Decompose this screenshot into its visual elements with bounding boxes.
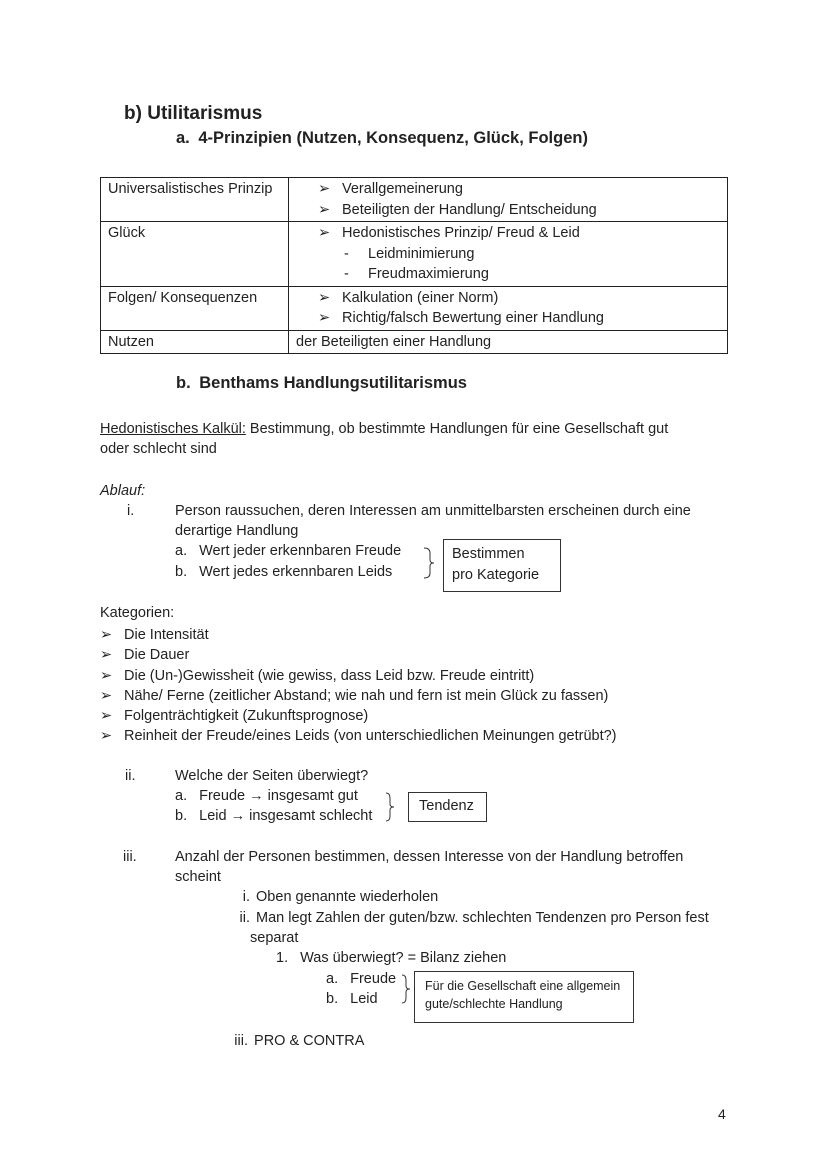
subsection-b-title: Benthams Handlungsutilitarismus xyxy=(199,374,467,392)
table-cell-principle: Universalistisches Prinzip xyxy=(101,178,289,222)
table-cell-text: Verallgemeinerung xyxy=(342,181,463,197)
arrow-bullet-icon: ➢ xyxy=(100,728,113,745)
kategorie-text: Die Dauer xyxy=(124,647,190,664)
dash-bullet-icon: - xyxy=(344,245,349,262)
bestimmen-box-line2: pro Kategorie xyxy=(452,566,540,583)
subsection-b-heading xyxy=(176,374,467,393)
table-cell-line xyxy=(296,179,720,200)
arrow-bullet-icon: ➢ xyxy=(100,627,113,643)
table-cell-line xyxy=(296,244,720,265)
step-ii-item-a-text: Freude → insgesamt gut xyxy=(199,788,358,804)
list-item xyxy=(100,726,617,746)
list-item xyxy=(100,625,617,645)
step-i-item-b-num: b. xyxy=(175,564,188,580)
step-iii-last-num: iii. xyxy=(234,1033,248,1049)
brace-icon xyxy=(400,974,412,1004)
subsection-b-label: b. xyxy=(176,374,191,392)
dash-bullet-icon: - xyxy=(344,266,349,282)
step-iii-sub-ii xyxy=(228,910,709,926)
table-cell-text: Richtig/falsch Bewertung einer Handlung xyxy=(342,310,604,326)
arrow-bullet-icon: ➢ xyxy=(318,181,331,197)
table-cell-description xyxy=(289,222,728,287)
step-iii-sub-ii-text2: separat xyxy=(250,930,299,946)
kategorie-text: Die Intensität xyxy=(124,627,209,643)
bestimmen-box xyxy=(443,539,561,592)
step-i-line2: derartige Handlung xyxy=(175,523,299,539)
arrow-bullet-icon: ➢ xyxy=(318,310,331,326)
step-iii-last xyxy=(222,1033,364,1049)
arrow-bullet-icon: ➢ xyxy=(100,687,113,704)
arrow-bullet-icon: ➢ xyxy=(318,289,331,306)
principles-table xyxy=(100,177,728,354)
step-i-item-b-text: Wert jedes erkennbaren Leids xyxy=(199,564,393,580)
step-iii-sub1-num: 1. xyxy=(276,950,289,966)
table-cell-description xyxy=(289,330,728,354)
step-ii-item-a-num: a. xyxy=(175,788,188,804)
subsection-a-title: 4-Prinzipien (Nutzen, Konsequenz, Glück, Folgen) xyxy=(198,129,588,147)
kalkuel-line1: Bestimmung, ob bestimmte Handlungen für eine Gesellschaft gut xyxy=(245,421,669,437)
step-iii-line1: Anzahl der Personen bestimmen, dessen Interesse von der Handlung betroffen xyxy=(175,849,684,865)
list-item xyxy=(100,686,617,706)
table-cell-line xyxy=(296,332,720,353)
table-row xyxy=(101,222,728,287)
table-cell-line xyxy=(296,264,720,285)
step-iii-number: iii. xyxy=(123,849,137,865)
step-ii-item-b-text: Leid → insgesamt schlecht xyxy=(199,808,373,824)
arrow-bullet-icon: ➢ xyxy=(100,708,113,725)
kalkuel-term: Hedonistisches Kalkül: xyxy=(100,421,246,437)
step-iii-last-text: PRO & CONTRA xyxy=(254,1033,365,1049)
brace-icon xyxy=(384,792,396,822)
ablauf-heading: Ablauf: xyxy=(100,483,146,499)
section-title: Utilitarismus xyxy=(147,103,263,124)
kalkuel-definition xyxy=(100,421,668,437)
step-ii-item-b xyxy=(175,808,372,824)
step-i-number: i. xyxy=(127,503,135,519)
step-iii-sub-i xyxy=(228,889,438,905)
step-iii-sub-i-text: Oben genannte wiederholen xyxy=(256,889,439,905)
table-cell-text: Freudmaximierung xyxy=(368,266,489,282)
table-cell-description xyxy=(289,178,728,222)
kategorie-text: Nähe/ Ferne (zeitlicher Abstand; wie nah und fern ist mein Glück zu fassen) xyxy=(124,687,609,704)
arrow-bullet-icon: ➢ xyxy=(100,647,113,664)
step-iii-sub1 xyxy=(276,950,506,966)
section-label: b) xyxy=(124,103,142,124)
step-iii-sub1-text: Was überwiegt? = Bilanz ziehen xyxy=(300,950,507,966)
step-ii-text: Welche der Seiten überwiegt? xyxy=(175,768,369,784)
kategorie-text: Reinheit der Freude/eines Leids (von unterschiedlichen Meinungen getrübt?) xyxy=(124,728,617,745)
table-cell-principle: Nutzen xyxy=(101,330,289,354)
table-cell-text: Kalkulation (einer Norm) xyxy=(342,289,499,306)
step-i-item-a-text: Wert jeder erkennbaren Freude xyxy=(199,543,402,559)
page-number: 4 xyxy=(718,1106,726,1122)
step-i-item-a xyxy=(175,543,401,559)
list-item xyxy=(100,706,617,726)
table-cell-description xyxy=(289,286,728,330)
kalkuel-line2: oder schlecht sind xyxy=(100,441,217,457)
step-iii-subsub-b xyxy=(326,991,378,1007)
kategorien-heading: Kategorien: xyxy=(100,605,175,621)
gesellschaft-box-line1: Für die Gesellschaft eine allgemein xyxy=(425,979,621,993)
subsection-a-heading xyxy=(176,129,588,148)
gesellschaft-box xyxy=(414,971,634,1023)
arrow-bullet-icon: ➢ xyxy=(318,201,331,218)
table-row xyxy=(101,330,728,354)
step-i-line1: Person raussuchen, deren Interessen am unmittelbarsten erscheinen durch eine xyxy=(175,503,691,519)
table-cell-line xyxy=(296,200,720,221)
section-heading xyxy=(124,103,262,125)
table-cell-text: Hedonistisches Prinzip/ Freud & Leid xyxy=(342,225,580,241)
step-iii-subsub-b-num: b. xyxy=(326,991,339,1007)
subsection-a-label: a. xyxy=(176,129,190,147)
step-iii-subsub-a-num: a. xyxy=(326,971,339,987)
step-ii-number: ii. xyxy=(125,768,136,784)
step-iii-subsub-a-text: Freude xyxy=(350,971,397,987)
arrow-bullet-icon: ➢ xyxy=(318,225,331,241)
table-row xyxy=(101,178,728,222)
table-cell-line xyxy=(296,288,720,309)
step-ii-item-a xyxy=(175,788,358,804)
table-cell-line xyxy=(296,308,720,329)
step-iii-sub-ii-num: ii. xyxy=(239,910,250,926)
table-cell-line xyxy=(296,223,720,244)
step-iii-sub-ii-text: Man legt Zahlen der guten/bzw. schlechten Tendenzen pro Person fest xyxy=(256,910,709,926)
tendenz-box: Tendenz xyxy=(408,792,487,822)
step-iii-subsub-b-text: Leid xyxy=(350,991,378,1007)
step-iii-sub-i-num: i. xyxy=(242,889,250,905)
table-cell-text: der Beteiligten einer Handlung xyxy=(296,333,492,350)
bestimmen-box-line1: Bestimmen xyxy=(452,546,525,562)
kategorien-list xyxy=(100,625,617,747)
arrow-bullet-icon: ➢ xyxy=(100,667,113,684)
table-row xyxy=(101,286,728,330)
step-i-item-a-num: a. xyxy=(175,543,188,559)
list-item xyxy=(100,645,617,665)
step-iii-subsub-a xyxy=(326,971,396,987)
table-cell-text: Beteiligten der Handlung/ Entscheidung xyxy=(342,201,597,218)
brace-icon xyxy=(422,547,436,579)
kategorie-text: Die (Un-)Gewissheit (wie gewiss, dass Leid bzw. Freude eintritt) xyxy=(124,667,535,684)
step-i-item-b xyxy=(175,564,392,580)
list-item xyxy=(100,666,617,686)
table-cell-principle: Folgen/ Konsequenzen xyxy=(101,286,289,330)
kategorie-text: Folgenträchtigkeit (Zukunftsprognose) xyxy=(124,708,369,725)
step-iii-line2: scheint xyxy=(175,869,221,885)
gesellschaft-box-line2: gute/schlechte Handlung xyxy=(425,997,563,1011)
table-cell-principle: Glück xyxy=(101,222,289,287)
table-cell-text: Leidminimierung xyxy=(368,245,475,262)
step-ii-item-b-num: b. xyxy=(175,808,188,824)
